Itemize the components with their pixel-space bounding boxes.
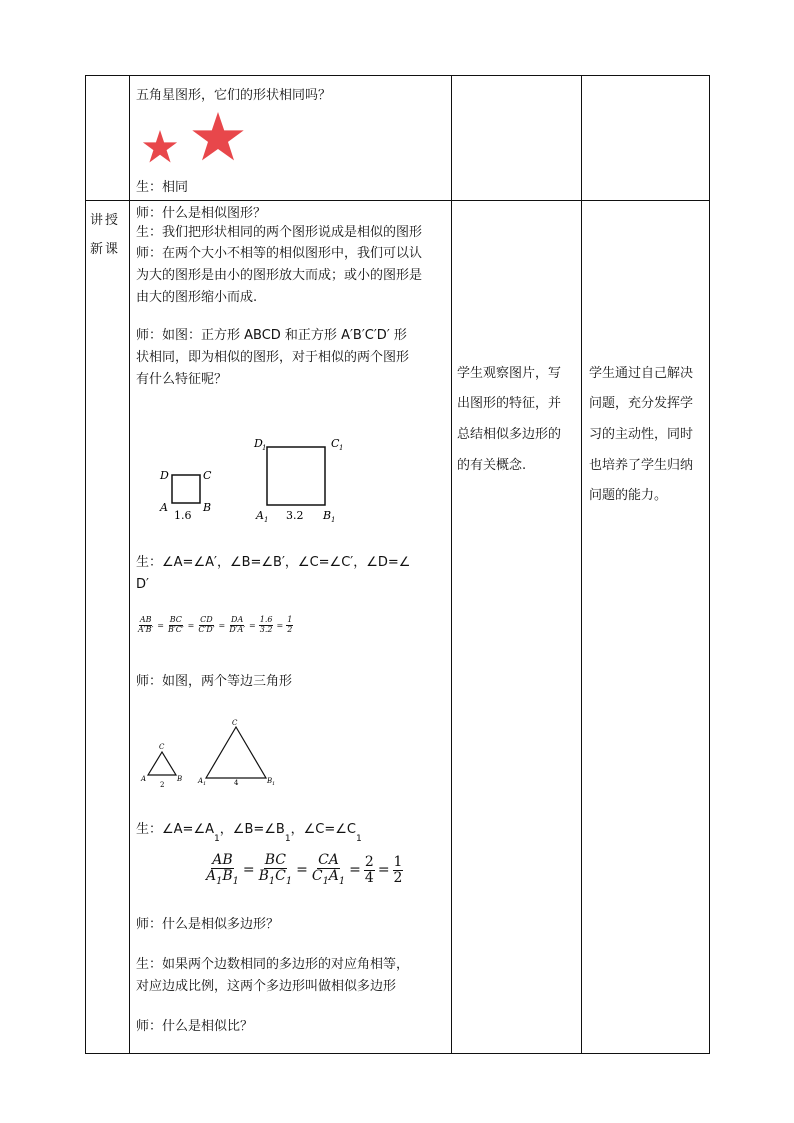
small-tri-side: 2 xyxy=(160,781,165,789)
table-col-divider-3 xyxy=(581,75,582,1054)
teacher-triangle-intro: 师：如图，两个等边三角形 xyxy=(136,674,293,689)
tri-angle-b-sub: 1 xyxy=(284,834,291,844)
design-intent-l5: 问题的能力。 xyxy=(589,488,668,503)
frac3-den: C′D′ xyxy=(198,624,215,634)
teacher-polygon-question: 师：什么是相似多边形？ xyxy=(136,917,280,932)
tfrac3-den-a: C xyxy=(311,868,323,885)
frac2-den: B′C′ xyxy=(168,624,184,634)
design-intent-l3: 习的主动性，同时 xyxy=(589,427,694,442)
frac4-den: D′A′ xyxy=(229,624,246,634)
tfrac1-den-a: A xyxy=(206,868,217,885)
tri-angle-c-sub: 1 xyxy=(356,834,362,844)
small-square xyxy=(172,475,200,503)
small-tri-label-A: A xyxy=(141,775,147,783)
star-question: 五角星图形，它们的形状相同吗？ xyxy=(136,88,332,103)
large-tri-label-A-sub: 1 xyxy=(203,781,207,787)
large-star xyxy=(192,112,243,160)
tfrac1-den-a-sub: 1 xyxy=(216,876,223,888)
square-prompt-l3: 有什么特征呢？ xyxy=(136,372,228,387)
tfrac1-den-b: B xyxy=(222,868,233,885)
student-definition: 生：我们把形状相同的两个图形说成是相似的图形 xyxy=(136,225,423,240)
section-label-line2: 新课 xyxy=(90,242,121,257)
large-tri-label-C: C xyxy=(232,719,238,727)
teacher-question-similar-figures: 师：什么是相似图形？ xyxy=(136,206,267,221)
tfrac4-den: 4 xyxy=(364,869,374,886)
star-figure xyxy=(138,110,248,170)
design-intent-l4: 也培养了学生归纳 xyxy=(589,458,694,473)
student-answer-same: 生：相同 xyxy=(136,180,189,195)
small-star xyxy=(143,130,177,163)
large-square-label-C: C xyxy=(331,437,340,450)
design-intent-l2: 问题，充分发挥学 xyxy=(589,396,694,411)
tfrac3-den-a-sub: 1 xyxy=(322,876,329,888)
tfrac4-num: 2 xyxy=(364,853,374,870)
tri-angle-c: ，∠C=∠C xyxy=(290,822,356,837)
table-top-border xyxy=(85,75,710,76)
tfrac1-den-b-sub: 1 xyxy=(232,876,239,888)
student-activity-l1: 学生观察图片，写 xyxy=(457,366,562,381)
design-intent-l1: 学生通过自己解决 xyxy=(589,366,694,381)
student-tri-angles xyxy=(136,818,362,851)
large-square-label-C-sub: 1 xyxy=(339,444,344,452)
frac6-num: 1 xyxy=(287,615,293,624)
frac5-den: 3.2 xyxy=(259,624,273,634)
teacher-explanation-l2: 为大的图形是由小的图形放大而成；或小的图形是 xyxy=(136,268,423,283)
tfrac2-den-a-sub: 1 xyxy=(268,876,276,888)
square-ratio-equation: $\frac{AB}{A'B'}$ = $\frac{BC}{B'C'}$ = $\frac{CD}{C'D'}$ = $\frac{DA}{D'A'}$ = $\frac{1.6}{3.2}$ = $\frac{1}{2}$ xyxy=(138,615,293,634)
tri-angle-b: ，∠B=∠B xyxy=(219,822,285,837)
tfrac1-num: AB xyxy=(212,852,233,868)
small-square-label-B: B xyxy=(203,501,212,514)
large-square-label-B-sub: 1 xyxy=(331,516,336,524)
frac1-den: A′B′ xyxy=(138,624,154,634)
tfrac3-num: CA xyxy=(318,852,339,868)
tfrac5-den: 2 xyxy=(393,869,403,886)
table-col-divider-2 xyxy=(451,75,452,1054)
tri-angle-a: 生：∠A=∠A xyxy=(136,822,214,837)
teacher-explanation-l1: 师：在两个大小不相等的相似图形中，我们可以认 xyxy=(136,246,423,261)
table-bottom-border xyxy=(85,1053,710,1054)
teacher-explanation-l3: 由大的图形缩小而成. xyxy=(136,290,258,305)
student-angles-l2: D′ xyxy=(136,577,149,592)
large-square-label-A: A xyxy=(256,509,264,522)
large-square-label-B: B xyxy=(323,509,332,522)
large-tri-label-A: A xyxy=(198,777,204,785)
table-col-divider-1 xyxy=(129,75,130,1054)
frac5-num: 1.6 xyxy=(259,615,273,624)
large-square-side: 3.2 xyxy=(286,509,304,522)
square-prompt-l1: 师：如图：正方形 ABCD 和正方形 A′B′C′D′ 形 xyxy=(136,328,407,343)
frac3-num: CD xyxy=(200,615,213,624)
large-square-label-D-sub: 1 xyxy=(262,444,267,452)
tfrac2-num: BC xyxy=(264,852,286,868)
tfrac3-den-b: A xyxy=(328,868,339,885)
small-tri-label-B: B xyxy=(177,775,183,783)
large-square xyxy=(267,447,325,505)
large-tri-side: 4 xyxy=(234,779,239,787)
tfrac3-den-b-sub: 1 xyxy=(338,876,346,888)
small-square-label-D: D xyxy=(160,469,169,482)
student-activity-l4: 的有关概念. xyxy=(457,458,527,473)
triangles-figure xyxy=(138,717,288,792)
table-left-border xyxy=(85,75,86,1054)
small-triangle xyxy=(148,752,176,775)
frac4-num: DA xyxy=(231,615,244,624)
table-right-border xyxy=(709,75,710,1054)
tfrac2-den-a: B xyxy=(258,868,269,885)
large-square-label-A-sub: 1 xyxy=(264,516,269,524)
frac6-den: 2 xyxy=(287,624,293,634)
section-label-line1: 讲授 xyxy=(90,213,121,228)
small-tri-label-C: C xyxy=(159,743,165,751)
frac2-num: BC xyxy=(169,615,182,624)
frac1-num: AB xyxy=(139,615,152,624)
small-square-label-C: C xyxy=(203,469,212,482)
table-row-divider xyxy=(85,200,710,201)
tfrac2-den-b: C xyxy=(275,868,286,885)
large-tri-label-B: B xyxy=(267,777,273,785)
student-activity-l2: 出图形的特征，并 xyxy=(457,396,562,411)
tri-angle-a-sub: 1 xyxy=(214,834,220,844)
teacher-ratio-question: 师：什么是相似比？ xyxy=(136,1019,254,1034)
large-triangle xyxy=(206,727,266,778)
student-activity-l3: 总结相似多边形的 xyxy=(457,427,562,442)
triangle-ratio-equation: $\frac{AB}{A_1B_1}$ = $\frac{BC}{B_1C_1}$ = $\frac{CA}{C_1A_1}$ = $\frac{2}{4}$ = $\frac{1}{2}$ xyxy=(206,852,403,888)
small-square-label-A: A xyxy=(160,501,168,514)
squares-figure xyxy=(150,425,390,545)
large-square-label-D: D xyxy=(254,437,263,450)
small-square-side: 1.6 xyxy=(174,509,192,522)
tfrac2-den-b-sub: 1 xyxy=(285,876,293,888)
tfrac5-num: 1 xyxy=(393,853,403,870)
student-polygon-def-l1: 生：如果两个边数相同的多边形的对应角相等， xyxy=(136,957,410,972)
student-angles-l1: 生：∠A=∠A′，∠B=∠B′，∠C=∠C′，∠D=∠ xyxy=(136,555,411,570)
large-tri-label-B-sub: 1 xyxy=(272,781,276,787)
student-polygon-def-l2: 对应边成比例，这两个多边形叫做相似多边形 xyxy=(136,979,397,994)
square-prompt-l2: 状相同，即为相似的图形，对于相似的两个图形 xyxy=(136,350,410,365)
